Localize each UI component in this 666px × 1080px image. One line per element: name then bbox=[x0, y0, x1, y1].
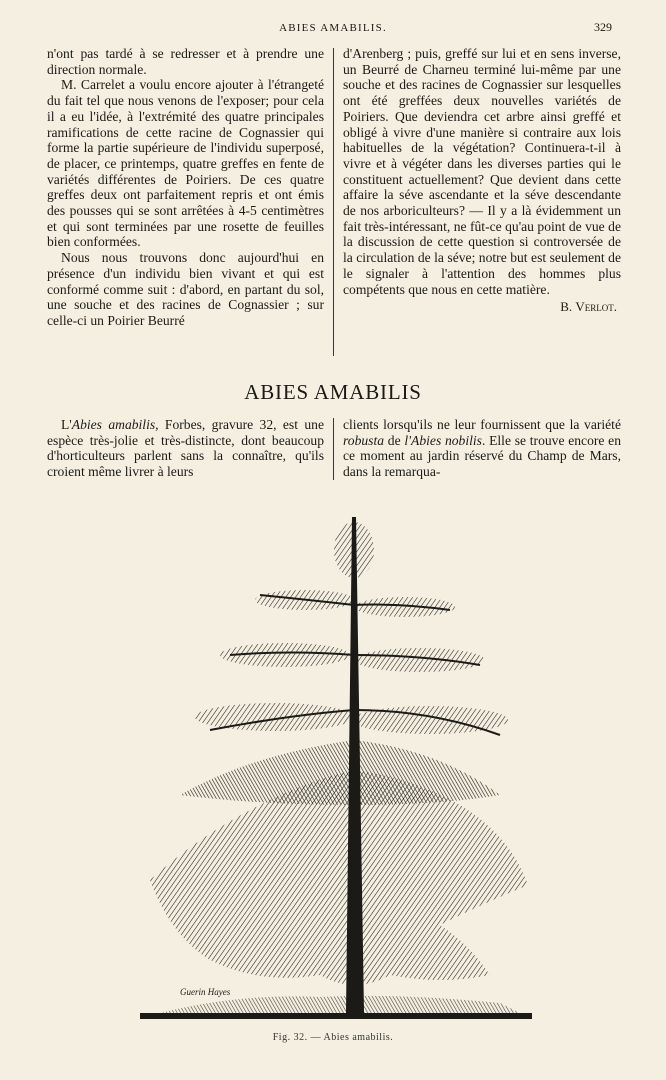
paragraph: n'ont pas tardé à se redresser et à prendre une direction normale. bbox=[47, 46, 324, 77]
paragraph-text: , Forbes, gravure 32, est une espèce très-jolie et très-distincte, dont beaucoup d'horticulteurs parlent sans la connaître, qu'ils croient même livrer à leurs bbox=[47, 417, 324, 480]
paragraph bbox=[343, 417, 621, 480]
paragraph-text: clients lorsqu'ils ne leur fournissent que la variété bbox=[343, 417, 621, 432]
page-number: 329 bbox=[594, 20, 612, 34]
author-signature bbox=[343, 299, 621, 315]
signature-initial: B. bbox=[560, 299, 573, 315]
running-title: ABIES AMABILIS. bbox=[279, 22, 387, 34]
paragraph: d'Arenberg ; puis, greffé sur lui et en sens inverse, un Beurré de Charneu terminé lui-même par une souche et des racines de Cognassier sur lesquelles ont été greffées deux nouvelles variétés de Poiriers. Que deviendra cet arbre ainsi greffé et obligé à vivre d'une manière si contraire aux lois habituelles de la végétation? Continuera-t-il à vivre et à végéter dans les diverses parties qui le constituent actuellement? Que devient dans cette affaire la séve ascendante et la séve descendante de nos arboriculteurs? — Il y a là évidemment un fait très-intéressant, ne fût-ce qu'au point de vue de la discussion de cette question si controversée de la circulation de la séve; notre but est seulement de le signaler à l'attention des hommes plus compétents que nous en cette matière. bbox=[343, 46, 621, 297]
species-name: l'Abies nobilis bbox=[404, 432, 482, 448]
species-name: Abies amabilis bbox=[71, 417, 156, 432]
ground-line bbox=[140, 1013, 532, 1019]
signature-name: Verlot. bbox=[575, 299, 617, 315]
paragraph-text: . Elle se trouve encore en ce moment au jardin réservé du Champ de Mars, dans la remarqua- bbox=[343, 432, 621, 480]
grass-icon bbox=[160, 996, 520, 1013]
bottom-right-column bbox=[343, 417, 621, 480]
section-title: ABIES AMABILIS bbox=[244, 380, 422, 404]
top-right-column bbox=[343, 46, 621, 315]
top-left-column bbox=[47, 46, 324, 329]
paragraph: Nous nous trouvons donc aujourd'hui en présence d'un individu bien vivant et qui est conformé comme suit : d'abord, en partant du sol, une souche et des racines de Cognassier ; sur celle-ci un Poirier Beurré bbox=[47, 250, 324, 328]
paragraph-text: de bbox=[384, 432, 405, 448]
column-divider bbox=[333, 48, 334, 356]
engraver-signature: Guerin Hayes bbox=[180, 987, 231, 997]
bottom-left-column bbox=[47, 417, 324, 480]
column-divider bbox=[333, 418, 334, 480]
tree-engraving bbox=[140, 505, 532, 1025]
figure-caption: Fig. 32. — Abies amabilis. bbox=[272, 1032, 394, 1043]
abies-amabilis-illustration bbox=[140, 505, 532, 1025]
paragraph: M. Carrelet a voulu encore ajouter à l'étrangeté du fait tel que nous venons de l'exposer; pour cela il a eu l'idée, à l'extrémité des quatre principales ramifications de cette racine de Cognassier qui forme la partie supérieure de l'individu superposé, de placer, ce printemps, quatre greffes en fente de variétés différentes de Poiriers. De ces quatre greffes deux ont parfaitement repris et ont émis des pousses qui se sont arrêtées à 4-5 centimètres et qui sont terminées par une rosette de feuilles bien conformées. bbox=[47, 77, 324, 250]
middle-foliage bbox=[180, 740, 500, 805]
paragraph bbox=[47, 417, 324, 480]
variety-name: robusta bbox=[343, 432, 385, 448]
article-text: L' bbox=[61, 417, 72, 432]
